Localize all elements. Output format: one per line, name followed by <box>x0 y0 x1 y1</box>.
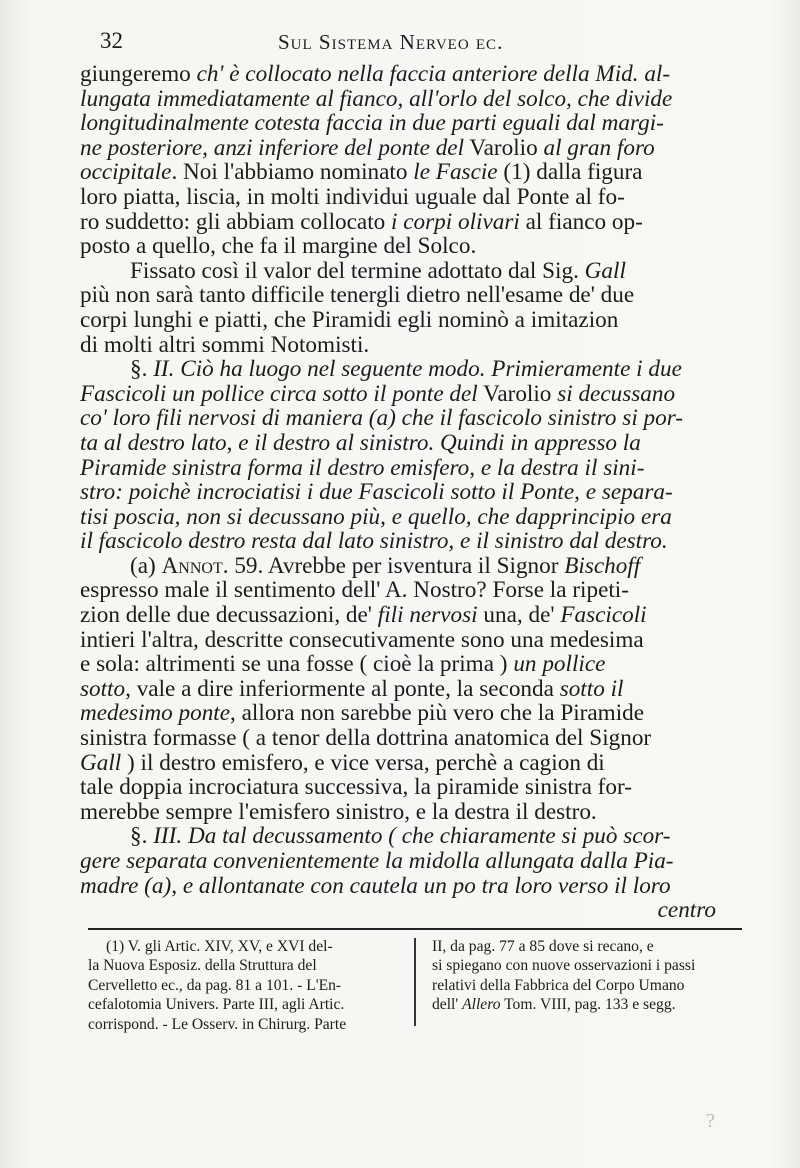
text-line: il fascicolo destro resta dal lato sinistro, e il sinistro dal destro. <box>80 528 668 555</box>
text-line: madre (a), e allontanate con cautela un po tra loro verso il loro <box>80 872 671 899</box>
footnote-line: cefalotomia Univers. Parte III, agli Artic. <box>88 996 345 1014</box>
text-line: sotto, vale a dire inferiormente al ponte, la seconda sotto il <box>80 675 624 702</box>
text-line: tisi poscia, non si decussano più, e quello, che dapprincipio era <box>80 503 672 530</box>
text-line: lungata immediatamente al fianco, all'orlo del solco, che divide <box>80 85 673 112</box>
text-line: espresso male il sentimento dell' A. Nostro? Forse la ripeti- <box>80 577 629 604</box>
text-line: stro: poichè incrociatisi i due Fascicoli sotto il Ponte, e separa- <box>80 479 673 506</box>
footnote-line: relativi della Fabbrica del Corpo Umano <box>432 976 685 994</box>
text-line: ro suddetto: gli abbiam collocato i corpi olivari al fianco op- <box>80 208 643 235</box>
footnote-line: dell' Allero Tom. VIII, pag. 133 e segg. <box>432 996 676 1014</box>
text-line: occipitale. Noi l'abbiamo nominato le Fascie (1) dalla figura <box>80 159 643 186</box>
footnote-left-column <box>88 937 406 1034</box>
footnote-line: si spiegano con nuove osservazioni i passi <box>432 957 696 975</box>
page-number: 32 <box>100 28 123 53</box>
footnote-column-separator <box>414 938 416 1026</box>
text-line: sinistra formasse ( a tenor della dottrina anatomica del Signor <box>80 725 652 752</box>
text-line: giungeremo ch' è collocato nella faccia anteriore della Mid. al- <box>80 61 671 87</box>
text-line: gere separata convenientemente la midolla allungata dalla Pia- <box>80 848 674 874</box>
text-line: Gall ) il destro emisfero, e vice versa, perchè a cagion di <box>80 749 605 776</box>
footnote-line: la Nuova Esposiz. della Struttura del <box>88 957 317 975</box>
text-line: medesimo ponte, allora non sarebbe più vero che la Piramide <box>80 700 645 727</box>
text-line: intieri l'altra, descritte consecutivamente sono una medesima <box>80 626 644 653</box>
text-line: Fascicoli un pollice circa sotto il ponte del Varolio si decussano <box>80 380 676 407</box>
text-line: (a) Annot. 59. Avrebbe per isventura il Signor Bischoff <box>130 552 641 579</box>
footnote-line: Cervelletto ec., da pag. 81 a 101. - L'En- <box>88 976 342 994</box>
footnote-right-column <box>432 937 748 1015</box>
main-text <box>80 62 742 923</box>
text-line: Fissato così il valor del termine adottato dal Sig. Gall <box>130 257 626 284</box>
text-line: longitudinalmente cotesta faccia in due parti eguali dal margi- <box>80 110 664 137</box>
text-line: §. III. Da tal decussamento ( che chiaramente si può scor- <box>130 823 671 850</box>
text-line: zion delle due decussazioni, de' fili nervosi una, de' Fascicoli <box>80 602 647 629</box>
page-header <box>100 26 720 60</box>
running-title: Sul Sistema Nerveo ec. <box>278 30 504 54</box>
text-line: ta al destro lato, e il destro al sinistro. Quindi in appresso la <box>80 429 641 456</box>
text-line: merebbe sempre l'emisfero sinistro, e la destra il destro. <box>80 798 597 825</box>
text-line: posto a quello, che fa il margine del Solco. <box>80 233 477 260</box>
footnote-line: corrispond. - Le Osserv. in Chirurg. Parte <box>88 1015 347 1033</box>
footnote-line: II, da pag. 77 a 85 dove si recano, e <box>432 938 654 955</box>
text-line: più non sarà tanto difficile tenergli dietro nell'esame de' due <box>80 282 635 309</box>
footnote-rule <box>88 928 742 930</box>
text-line: §. II. Ciò ha luogo nel seguente modo. Primieramente i due <box>130 356 682 383</box>
text-line: e sola: altrimenti se una fosse ( cioè la prima ) un pollice <box>80 651 606 678</box>
text-line: centro <box>657 897 716 924</box>
text-line: corpi lunghi e piatti, che Piramidi egli nominò a imitazion <box>80 306 619 333</box>
text-line: co' loro fili nervosi di maniera (a) che il fascicolo sinistro si por- <box>80 405 684 432</box>
text-line: ne posteriore, anzi inferiore del ponte del Varolio al gran foro <box>80 134 655 161</box>
text-line: Piramide sinistra forma il destro emisfero, e la destra il sini- <box>80 454 645 481</box>
bottom-mark: ? <box>706 1110 715 1132</box>
text-line: loro piatta, liscia, in molti individui uguale dal Ponte al fo- <box>80 183 625 210</box>
text-line: di molti altri sommi Notomisti. <box>80 331 370 358</box>
text-line: tale doppia incrociatura successiva, la piramide sinistra for- <box>80 774 632 801</box>
footnote-line: (1) V. gli Artic. XIV, XV, e XVI del- <box>106 938 333 955</box>
